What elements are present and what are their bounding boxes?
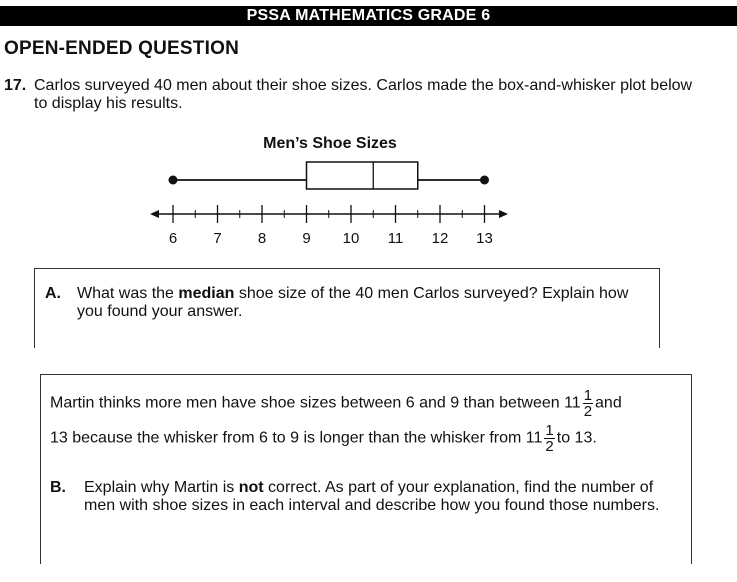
min-point [169, 176, 178, 185]
part-b-text [84, 479, 684, 515]
fraction-half-1 [583, 388, 593, 419]
box-iqr [307, 162, 418, 189]
part-a-text-end: shoe size of the 40 men Carlos surveyed? Explain how you found your answer. [77, 285, 629, 320]
section-title: OPEN-ENDED QUESTION [4, 38, 239, 59]
part-b-text-start: Explain why Martin is [84, 479, 239, 496]
fraction-numerator: 1 [545, 422, 554, 439]
arrow-right [499, 210, 508, 218]
tick-label: 11 [387, 230, 404, 247]
martin-line-1-start: Martin thinks more men have shoe sizes between 6 and 9 than between 11 [50, 394, 581, 412]
part-b-box [40, 374, 692, 564]
tick-label: 13 [476, 230, 493, 247]
fraction-denominator: 2 [545, 438, 554, 455]
tick-label: 12 [431, 230, 449, 247]
question-text: Carlos surveyed 40 men about their shoe sizes. Carlos made the box-and-whisker plot below to display his results. [34, 77, 693, 112]
martin-line-2-start: 13 because the whisker from 6 to 9 is longer than the whisker from 11 [50, 429, 543, 447]
part-b-emphasis: not [238, 479, 264, 496]
tick-label: 7 [213, 230, 222, 247]
tick-label: 8 [257, 230, 267, 247]
part-a-text [77, 285, 652, 321]
arrow-left [150, 210, 159, 218]
fraction-half-2 [544, 423, 554, 454]
chart-title: Men’s Shoe Sizes [263, 135, 397, 152]
part-a-label: A. [45, 285, 61, 302]
box-plot-chart [140, 130, 520, 255]
fraction-numerator: 1 [583, 387, 593, 404]
martin-line-2 [50, 423, 597, 454]
max-point [480, 176, 489, 185]
part-b-text-end: correct. As part of your explanation, find the number of men with shoe sizes in each interval and describe how you found those numbers. [84, 479, 660, 514]
tick-label: 9 [302, 230, 311, 247]
part-a-emphasis: median [178, 285, 235, 302]
header-title: PSSA MATHEMATICS GRADE 6 [246, 7, 491, 24]
part-a-text-start: What was the [77, 285, 179, 302]
part-b-label: B. [50, 479, 66, 496]
fraction-denominator: 2 [583, 403, 593, 420]
martin-line-1-end: and [595, 394, 622, 412]
part-a-box [34, 268, 660, 348]
question-number: 17. [4, 77, 27, 94]
martin-line-1 [50, 388, 622, 419]
tick-label: 6 [168, 230, 178, 247]
tick-label: 10 [342, 230, 360, 247]
martin-line-2-end: to 13. [556, 429, 597, 447]
